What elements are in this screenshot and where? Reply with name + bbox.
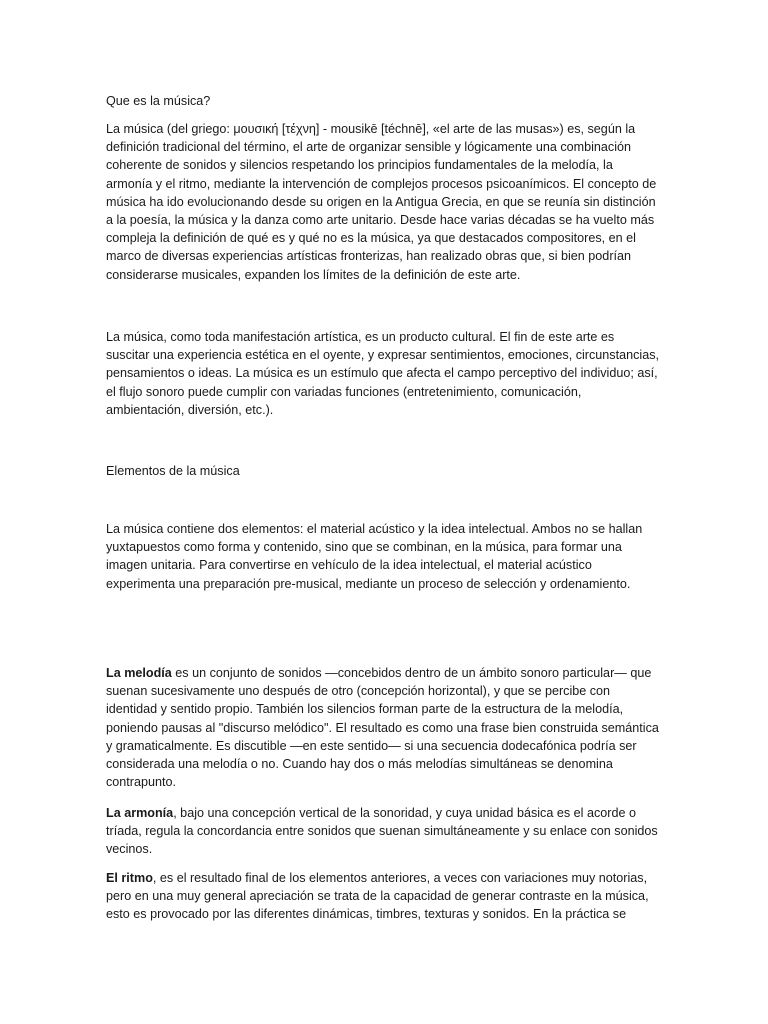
paragraph-line: el flujo sonoro puede cumplir con variadas funciones (entretenimiento, comunicación, (106, 384, 582, 399)
paragraph-text: , es el resultado final de los elementos anteriores, a veces con variaciones muy notorias, (152, 871, 648, 885)
paragraph-line: considerada una melodía o no. Cuando hay dos o más melodías simultáneas se denomina (106, 757, 613, 772)
paragraph-line: tríada, regula la concordancia entre sonidos que suenan simultáneamente y su enlace con sonidos (106, 824, 658, 839)
paragraph-line: pensamientos o ideas. La música es un estímulo que afecta el campo perceptivo del individuo; así, (106, 366, 658, 381)
paragraph-line: coherente de sonidos y silencios respetando los principios fundamentales de la melodía, la (106, 158, 613, 173)
paragraph-line: y gramaticalmente. Es discutible —en este sentido— si una secuencia dodecafónica podría ser (106, 738, 637, 753)
paragraph-line: suenan sucesivamente uno después de otro (concepción horizontal), y que se percibe con (106, 684, 611, 699)
paragraph-line: compleja la definición de qué es y qué no es la música, ya que destacados compositores, en el (106, 231, 636, 246)
paragraph-line (106, 664, 659, 682)
paragraph-line: armonía y el ritmo, mediante la intervención de complejos procesos psicoanímicos. El concepto de (106, 176, 657, 191)
paragraph-line: vecinos. (106, 842, 153, 857)
paragraph-line (106, 869, 649, 887)
rhythm-term: El ritmo (106, 871, 153, 885)
paragraph-line: La música, como toda manifestación artística, es un producto cultural. El fin de este arte es (106, 330, 615, 344)
harmony-paragraph (106, 804, 658, 859)
paragraph-line: La música contiene dos elementos: el material acústico y la idea intelectual. Ambos no se hallan (106, 522, 643, 536)
paragraph-line: definición tradicional del término, el arte de organizar sensible y lógicamente una combinación (106, 140, 632, 155)
paragraph-line: a la poesía, la música y la danza como arte unitario. Desde hace varias décadas se ha vuelto más (106, 213, 655, 228)
paragraph-line (106, 804, 658, 822)
section-heading: Elementos de la música (106, 464, 240, 478)
paragraph-line: pero en una muy general apreciación se trata de la capacidad de generar contraste en la música, (106, 889, 649, 904)
paragraph-line: yuxtapuestos como forma y contenido, sino que se combinan, en la música, para formar una (106, 540, 622, 555)
paragraph-text: es un conjunto de sonidos —concebidos dentro de un ámbito sonoro particular— que (171, 666, 652, 680)
paragraph-line: identidad y sentido propio. También los silencios forman parte de la estructura de la melodía, (106, 702, 624, 717)
paragraph-line: ambientación, diversión, etc.). (106, 402, 274, 417)
paragraph-line: suscitar una experiencia estética en el oyente, y expresar sentimientos, emociones, circunstancias, (106, 348, 660, 363)
paragraph-line: esto es provocado por las diferentes dinámicas, timbres, texturas y sonidos. En la práctica se (106, 907, 627, 922)
intro-paragraph (106, 120, 656, 284)
culture-paragraph (106, 328, 659, 419)
paragraph-line: considerarse musicales, expanden los límites de la definición de este arte. (106, 267, 521, 282)
paragraph-line: música ha ido evolucionando desde su origen en la Antigua Grecia, en que se reunía sin distinción (106, 194, 656, 209)
rhythm-paragraph (106, 869, 649, 924)
melody-term: La melodía (106, 666, 172, 680)
paragraph-line: marco de diversas experiencias artísticas fronterizas, han realizado obras que, si bien podrían (106, 249, 632, 264)
harmony-term: La armonía (106, 806, 174, 820)
paragraph-line: contrapunto. (106, 775, 177, 790)
elements-paragraph (106, 520, 642, 593)
paragraph-line: La música (del griego: μουσική [τέχνη] - mousikē [téchnē], «el arte de las musas») es, según la (106, 122, 636, 136)
page-title: Que es la música? (106, 94, 211, 108)
paragraph-line: poniendo pausas al "discurso melódico". El resultado es como una frase bien construida semántica (106, 720, 659, 735)
melody-paragraph (106, 664, 659, 791)
paragraph-text: , bajo una concepción vertical de la sonoridad, y cuya unidad básica es el acorde o (173, 806, 636, 820)
paragraph-line: experimenta una preparación pre-musical, mediante un proceso de selección y ordenamiento. (106, 576, 631, 591)
paragraph-line: imagen unitaria. Para convertirse en vehículo de la idea intelectual, el material acústico (106, 558, 592, 573)
